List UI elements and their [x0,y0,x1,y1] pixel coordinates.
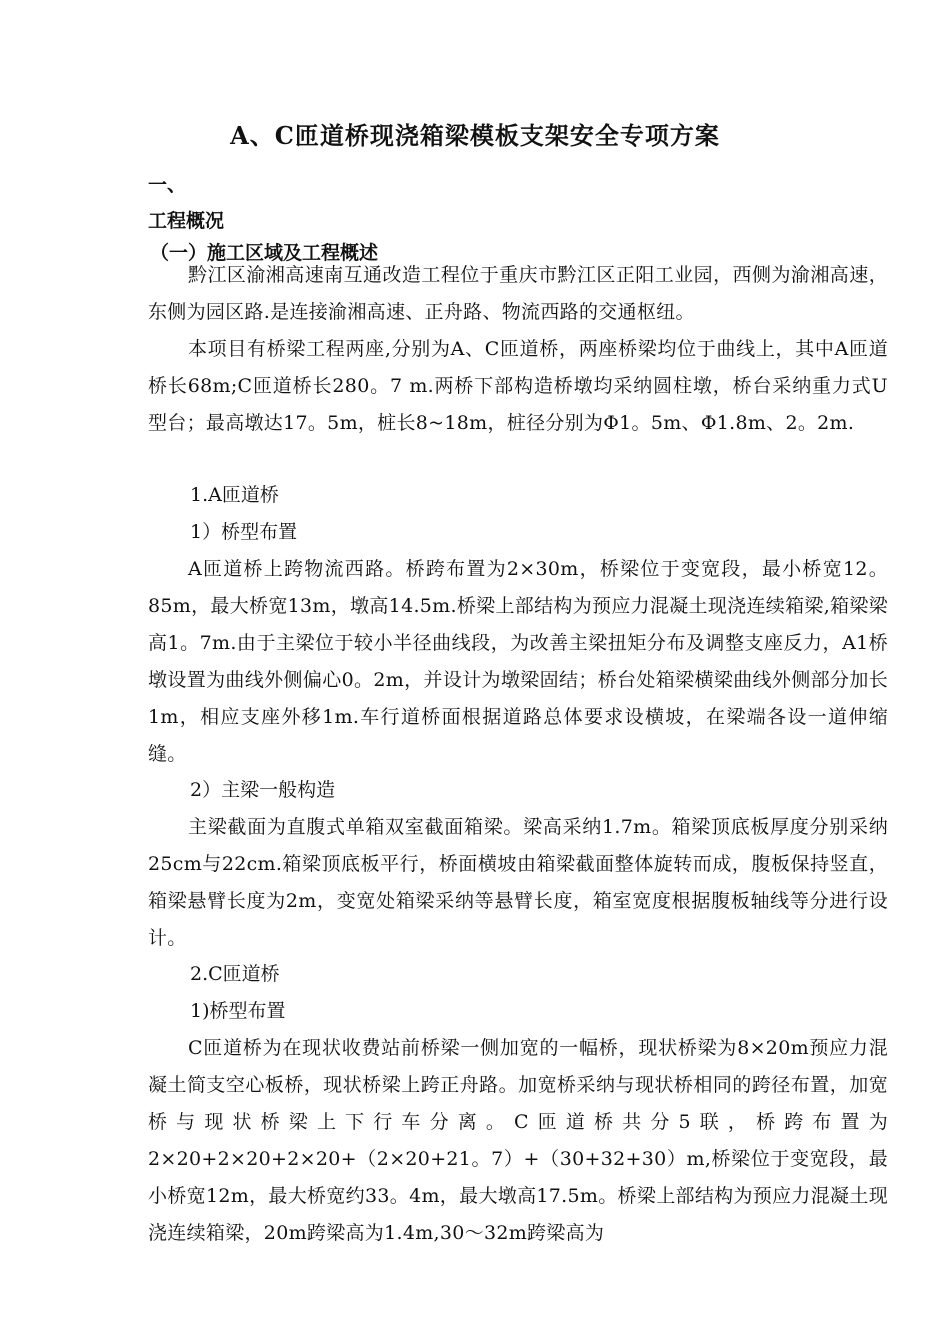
item-a-bridge: 1.A匝道桥 [190,484,279,506]
item-c-bridge: 2.C匝道桥 [190,963,280,985]
section-number: 一、 [148,174,187,196]
section-title: 工程概况 [148,210,225,232]
paragraph-bridges: 本项目有桥梁工程两座,分别为A、C匝道桥，两座桥梁均位于曲线上，其中A匝道桥长68m;C匝道桥长280。7 m.两桥下部构造桥墩均采纳圆柱墩，桥台采纳重力式U型台；最高墩达17。5m，桩长8~18m，桩径分别为Φ1。5m、Φ1.8m、2。2m. [148,338,888,434]
paragraph-a-bridge: A匝道桥上跨物流西路。桥跨布置为2×30m，桥梁位于变宽段，最小桥宽12。85m，最大桥宽13m，墩高14.5m.桥梁上部结构为预应力混凝土现浇连续箱梁,箱梁梁高1。7m.由于主梁位于较小半径曲线段，为改善主梁扭矩分布及调整支座反力，A1桥墩设置为曲线外侧偏心0。2m，并设计为墩梁固结；桥台处箱梁横梁曲线外侧部分加长1m，相应支座外移1m.车行道桥面根据道路总体要求设横坡，在梁端各设一道伸缩缝。 [148,558,888,765]
item-a-girder: 2）主梁一般构造 [190,779,336,801]
item-c-layout: 1)桥型布置 [190,1000,286,1022]
paragraph-overview: 黔江区渝湘高速南互通改造工程位于重庆市黔江区正阳工业园，西侧为渝湘高速，东侧为园区路.是连接渝湘高速、正舟路、物流西路的交通枢纽。 [148,264,888,323]
paragraph-c-bridge: C匝道桥为在现状收费站前桥梁一侧加宽的一幅桥，现状桥梁为8×20m预应力混凝土简支空心板桥，现状桥梁上跨正舟路。加宽桥采纳与现状桥相同的跨径布置，加宽桥与现状桥梁上下行车分离。C匝道桥共分5联，桥跨布置为2×20+2×20+2×20+（2×20+21。7）+（30+32+30）m,桥梁位于变宽段，最小桥宽12m，最大桥宽约33。4m，最大墩高17.5m。桥梁上部结构为预应力混凝土现浇连续箱梁，20m跨梁高为1.4m,30～32m跨梁高为 [148,1037,888,1244]
subsection-title: （一）施工区域及工程概述 [150,242,379,264]
document-title: A、C匝道桥现浇箱梁模板支架安全专项方案 [230,121,720,150]
paragraph-girder: 主梁截面为直腹式单箱双室截面箱梁。梁高采纳1.7m。箱梁顶底板厚度分别采纳25cm与22cm.箱梁顶底板平行，桥面横坡由箱梁截面整体旋转而成，腹板保持竖直，箱梁悬臂长度为2m，变宽处箱梁采纳等悬臂长度，箱室宽度根据腹板轴线等分进行设计。 [148,816,888,949]
item-a-layout: 1）桥型布置 [190,521,298,543]
